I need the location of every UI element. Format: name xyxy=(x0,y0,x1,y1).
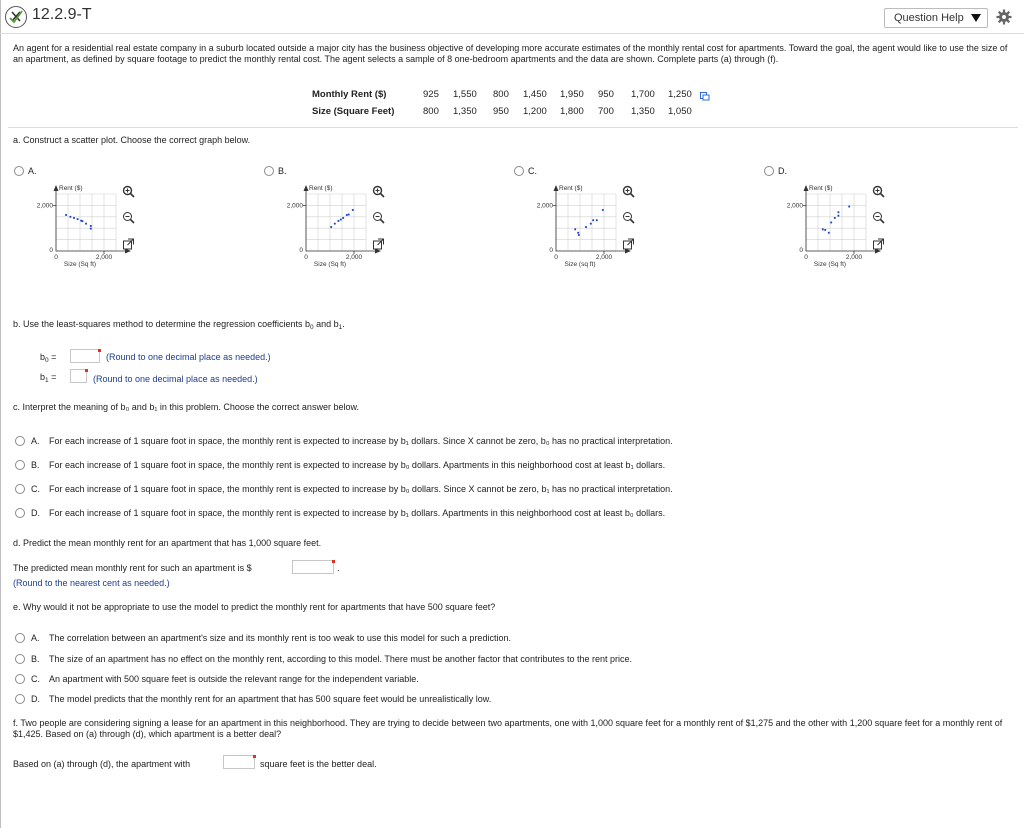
x-axis-label: Size (Sq ft) xyxy=(813,261,847,268)
y-tick-label: 0 xyxy=(49,247,53,254)
table-cell-size: 1,350 xyxy=(453,106,477,117)
data-point xyxy=(330,226,332,228)
data-point xyxy=(596,219,598,221)
zoom-out-icon[interactable] xyxy=(872,211,885,224)
open-in-new-icon-svg xyxy=(122,238,135,251)
x-tick-label: 2,000 xyxy=(595,254,613,261)
problem-intro: An agent for a residential real estate company in a suburb located outside a major city has the business objective of developing more accurate estimates of the monthly rental cost for apartments. Toward the goal, the agent would like to use the size of an apartment, as defined by square footage to predict the monthly rental cost. The agent selects a sample of 8 one-bedroom apartments and the data are shown. Complete parts (a) through (f). xyxy=(13,43,1008,64)
table-cell-rent: 1,450 xyxy=(523,89,547,100)
page-title: 12.2.9-T xyxy=(32,6,92,23)
open-in-new-icon[interactable] xyxy=(372,238,385,251)
y-tick-label: 2,000 xyxy=(36,202,53,210)
y-axis-label: Rent ($) xyxy=(59,185,83,192)
y-tick-label: 2,000 xyxy=(286,202,303,210)
zoom-out-icon-svg xyxy=(372,211,385,224)
divider xyxy=(8,127,1018,128)
tick-marks xyxy=(53,205,104,254)
x-tick-label: 0 xyxy=(804,254,808,261)
tick-marks xyxy=(803,205,854,254)
incorrect-status-icon xyxy=(5,6,27,28)
y-tick-label: 0 xyxy=(299,247,303,254)
graph-option-letter: D. xyxy=(778,166,787,176)
b0-round-hint: (Round to one decimal place as needed.) xyxy=(106,352,271,362)
data-point xyxy=(585,226,587,228)
data-point xyxy=(85,223,87,225)
data-point xyxy=(352,209,354,211)
open-in-new-icon[interactable] xyxy=(622,238,635,251)
copy-data-icon[interactable] xyxy=(700,91,710,103)
graph-option-letter: A. xyxy=(28,166,37,176)
part-d-round-hint: (Round to the nearest cent as needed.) xyxy=(13,578,170,588)
part-e-option-text: The size of an apartment has no effect on the monthly rent, according to this model. There must be another factor that contributes to the rent price. xyxy=(49,654,632,664)
part-f-answer-pre: Based on (a) through (d), the apartment with xyxy=(13,759,191,769)
table-cell-rent: 950 xyxy=(598,89,614,100)
part-e-option-radio[interactable] xyxy=(15,633,25,643)
table-cell-rent: 1,550 xyxy=(453,89,477,100)
part-c-option-radio[interactable] xyxy=(15,436,25,446)
table-row-label-rent: Monthly Rent ($) xyxy=(312,89,387,100)
table-cell-rent: 1,950 xyxy=(560,89,584,100)
predicted-rent-input[interactable] xyxy=(292,560,334,574)
table-cell-size: 1,200 xyxy=(523,106,547,117)
data-point xyxy=(340,219,342,221)
open-in-new-icon[interactable] xyxy=(122,238,135,251)
data-point xyxy=(346,214,348,216)
x-tick-label: 0 xyxy=(304,254,308,261)
part-c-prompt: c. Interpret the meaning of b₀ and b₁ in this problem. Choose the correct answer below. xyxy=(13,402,359,412)
y-tick-label: 2,000 xyxy=(536,202,553,210)
part-c-option-text: For each increase of 1 square foot in space, the monthly rent is expected to increase by b₁ dollars. Apartments in this neighborhood cost at least b₀ dollars. xyxy=(49,508,666,518)
open-in-new-icon-svg xyxy=(372,238,385,251)
data-point xyxy=(590,223,592,225)
table-cell-size: 800 xyxy=(423,106,439,117)
graph-option-radio[interactable] xyxy=(764,166,774,176)
b0-input[interactable] xyxy=(70,349,100,363)
header-bar xyxy=(0,0,1024,34)
table-row-label-size: Size (Square Feet) xyxy=(312,106,395,117)
part-e-prompt: e. Why would it not be appropriate to use the model to predict the monthly rent for apartments that have 500 square feet? xyxy=(13,602,496,612)
b1-round-hint: (Round to one decimal place as needed.) xyxy=(93,374,258,384)
data-point xyxy=(338,220,340,222)
part-d-period: . xyxy=(337,563,340,573)
x-axis-label: Size (sq ft) xyxy=(564,261,596,268)
table-cell-rent: 800 xyxy=(493,89,509,100)
part-c-option-radio[interactable] xyxy=(15,508,25,518)
data-point xyxy=(834,217,836,219)
part-c-option-letter: B. xyxy=(31,460,40,470)
open-in-new-icon-svg xyxy=(622,238,635,251)
table-cell-size: 1,050 xyxy=(668,106,692,117)
part-e-option-text: The correlation between an apartment's size and its monthly rent is too weak to use this model for such a prediction. xyxy=(49,633,511,643)
open-in-new-icon-svg xyxy=(872,238,885,251)
part-c-option-text: For each increase of 1 square foot in space, the monthly rent is expected to increase by b₀ dollars. Since X cannot be zero, b₁ has no practical interpretation. xyxy=(49,484,673,494)
data-point xyxy=(602,209,604,211)
zoom-in-icon-svg xyxy=(122,185,135,198)
zoom-out-icon-svg xyxy=(622,211,635,224)
x-tick-label: 2,000 xyxy=(345,254,363,261)
tick-marks xyxy=(553,205,604,254)
data-point xyxy=(830,222,832,224)
zoom-in-icon-svg xyxy=(872,185,885,198)
part-e-option-letter: B. xyxy=(31,654,40,664)
graph-option-radio[interactable] xyxy=(514,166,524,176)
data-point xyxy=(848,206,850,208)
b0-label: $b_0$ = xyxy=(40,352,57,364)
data-point xyxy=(822,228,824,230)
data-point xyxy=(90,225,92,227)
zoom-in-icon-svg xyxy=(622,185,635,198)
y-axis-label: Rent ($) xyxy=(559,185,583,192)
y-axis-label: Rent ($) xyxy=(809,185,833,192)
part-c-option-radio[interactable] xyxy=(15,460,25,470)
data-point xyxy=(342,217,344,219)
tick-marks xyxy=(303,205,354,254)
zoom-out-icon-svg xyxy=(122,211,135,224)
zoom-out-icon-svg xyxy=(872,211,885,224)
part-e-option-letter: D. xyxy=(31,694,40,704)
data-point xyxy=(90,228,92,230)
question-help-button[interactable] xyxy=(884,8,988,28)
data-point xyxy=(824,229,826,231)
y-tick-label: 0 xyxy=(799,247,803,254)
table-cell-rent: 1,250 xyxy=(668,89,692,100)
part-c-option-letter: C. xyxy=(31,484,40,494)
y-tick-label: 2,000 xyxy=(786,202,803,210)
part-e-option-letter: C. xyxy=(31,674,40,684)
data-point xyxy=(334,223,336,225)
better-deal-input[interactable] xyxy=(223,755,255,769)
part-d-prompt: d. Predict the mean monthly rent for an apartment that has 1,000 square feet. xyxy=(13,538,322,548)
data-point xyxy=(838,215,840,217)
zoom-out-icon[interactable] xyxy=(122,211,135,224)
caret-down-icon xyxy=(971,14,981,22)
data-point xyxy=(70,216,72,218)
part-e-option-text: The model predicts that the monthly rent for an apartment that has 500 square feet would be unrealistically low. xyxy=(49,694,492,704)
data-point xyxy=(82,220,84,222)
x-tick-label: 2,000 xyxy=(95,254,113,261)
table-cell-rent: 925 xyxy=(423,89,439,100)
y-axis-label: Rent ($) xyxy=(309,185,333,192)
zoom-out-icon[interactable] xyxy=(372,211,385,224)
data-point xyxy=(592,219,594,221)
zoom-in-icon[interactable] xyxy=(372,185,385,198)
question-help-label: Question Help xyxy=(894,12,964,24)
data-point xyxy=(73,217,75,219)
gear-icon[interactable] xyxy=(996,9,1012,25)
part-e-option-text: An apartment with 500 square feet is outside the relevant range for the independent variable. xyxy=(49,674,419,684)
part-c-option-letter: A. xyxy=(31,436,40,446)
zoom-in-icon[interactable] xyxy=(122,185,135,198)
part-c-option-letter: D. xyxy=(31,508,40,518)
graph-option-radio[interactable] xyxy=(14,166,24,176)
part-c-option-text: For each increase of 1 square foot in space, the monthly rent is expected to increase by b₁ dollars. Since X cannot be zero, b₀ has no practical interpretation. xyxy=(49,436,673,446)
data-point xyxy=(578,234,580,236)
x-tick-label: 2,000 xyxy=(845,254,863,261)
part-e-option-radio[interactable] xyxy=(15,694,25,704)
part-b-prompt: b. Use the least-squares method to determine the regression coefficients $b_0$ and $b_1$. xyxy=(13,319,345,331)
x-axis-label: Size (Sq ft) xyxy=(63,261,97,268)
graph-option-letter: B. xyxy=(278,166,287,176)
part-d-answer-label: The predicted mean monthly rent for such an apartment is $ xyxy=(13,563,252,573)
open-in-new-icon[interactable] xyxy=(872,238,885,251)
data-point xyxy=(77,218,79,220)
zoom-in-icon[interactable] xyxy=(872,185,885,198)
part-c-option-radio[interactable] xyxy=(15,484,25,494)
graph-option-radio[interactable] xyxy=(264,166,274,176)
part-c-option-text: For each increase of 1 square foot in space, the monthly rent is expected to increase by b₀ dollars. Apartments in this neighborhood cost at least b₁ dollars. xyxy=(49,460,666,470)
part-f-prompt: f. Two people are considering signing a lease for an apartment in this neighborhood. They are trying to decide between two apartments, one with 1,000 square feet for a monthly rent of $1,275 and the other with 1,200 square feet for a monthly rent of $1,425. Based on (a) through (d), which apartment is a better deal? xyxy=(13,718,1003,739)
b1-label: $b_1$ = xyxy=(40,372,57,384)
x-tick-label: 0 xyxy=(54,254,58,261)
data-point xyxy=(574,228,576,230)
y-tick-label: 0 xyxy=(549,247,553,254)
table-cell-size: 950 xyxy=(493,106,509,117)
part-e-option-letter: A. xyxy=(31,633,40,643)
table-cell-size: 1,800 xyxy=(560,106,584,117)
x-tick-label: 0 xyxy=(554,254,558,261)
x-axis-label: Size (Sq ft) xyxy=(313,261,347,268)
zoom-in-icon[interactable] xyxy=(622,185,635,198)
b1-input[interactable] xyxy=(70,369,87,383)
data-point xyxy=(348,214,350,216)
table-cell-rent: 1,700 xyxy=(631,89,655,100)
data-point xyxy=(828,232,830,234)
data-point xyxy=(577,232,579,234)
zoom-out-icon[interactable] xyxy=(622,211,635,224)
data-point xyxy=(838,211,840,213)
table-cell-size: 1,350 xyxy=(631,106,655,117)
part-e-option-radio[interactable] xyxy=(15,674,25,684)
table-cell-size: 700 xyxy=(598,106,614,117)
data-point xyxy=(65,214,67,216)
part-f-answer-post: square feet is the better deal. xyxy=(260,759,377,769)
part-e-option-radio[interactable] xyxy=(15,654,25,664)
graph-option-letter: C. xyxy=(528,166,537,176)
zoom-in-icon-svg xyxy=(372,185,385,198)
part-a-prompt: a. Construct a scatter plot. Choose the correct graph below. xyxy=(13,135,251,145)
